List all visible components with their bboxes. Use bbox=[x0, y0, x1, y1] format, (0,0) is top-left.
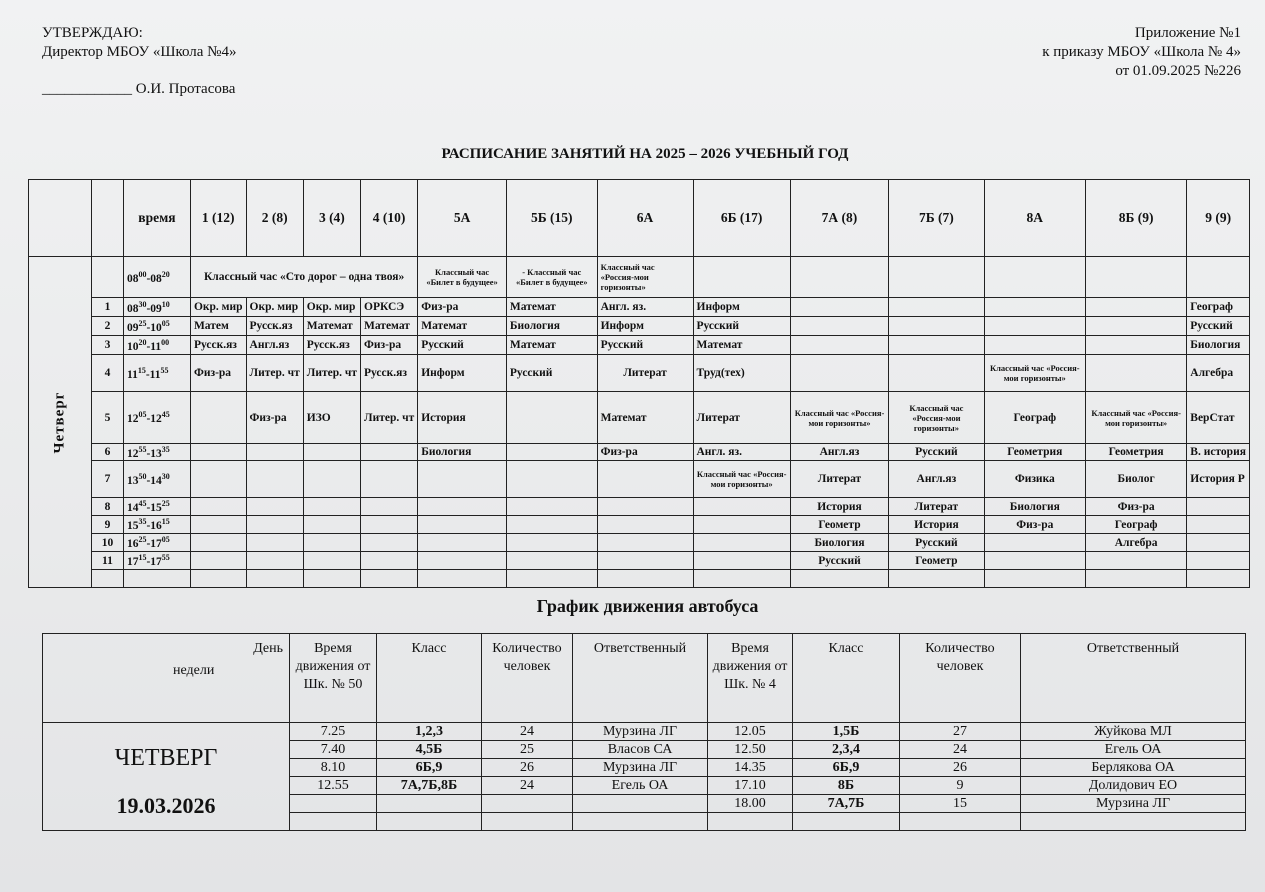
schedule-cell: Литерат bbox=[790, 461, 888, 498]
schedule-cell bbox=[693, 534, 790, 552]
schedule-row bbox=[29, 461, 1250, 498]
schedule-cell: Физ-ра bbox=[190, 355, 246, 392]
header-class: 7А (8) bbox=[790, 180, 888, 257]
schedule-row bbox=[29, 317, 1250, 336]
appendix-block bbox=[1042, 24, 1241, 81]
schedule-cell: Классный час «Россия-мои горизонты» bbox=[1085, 392, 1186, 444]
schedule-cell bbox=[303, 516, 360, 534]
schedule-cell: Литер. чт bbox=[361, 392, 418, 444]
bus-cell: 14.35 bbox=[708, 759, 793, 777]
bus-cell: 17.10 bbox=[708, 777, 793, 795]
schedule-cell: Алгебра bbox=[1085, 534, 1186, 552]
header-class: 1 (12) bbox=[190, 180, 246, 257]
bus-cell bbox=[377, 795, 482, 813]
schedule-row-homeroom bbox=[29, 257, 1250, 298]
schedule-row bbox=[29, 552, 1250, 570]
schedule-cell: Физ-ра bbox=[597, 444, 693, 461]
bus-cell: 26 bbox=[900, 759, 1021, 777]
page-title: РАСПИСАНИЕ ЗАНЯТИЙ НА 2025 – 2026 УЧЕБНЫЙ ГОД bbox=[441, 146, 849, 162]
schedule-cell bbox=[246, 498, 303, 516]
schedule-cell: Классный час «Россия-мои горизонты» bbox=[889, 392, 984, 444]
bus-cell: 7А,7Б,8Б bbox=[377, 777, 482, 795]
lesson-num: 5 bbox=[91, 392, 123, 444]
bus-cell: 4,5Б bbox=[377, 741, 482, 759]
schedule-cell bbox=[361, 444, 418, 461]
schedule-cell: Литер. чт bbox=[246, 355, 303, 392]
schedule-cell: Биология bbox=[418, 444, 507, 461]
schedule-cell: Геометрия bbox=[1085, 444, 1186, 461]
schedule-cell: Русск.яз bbox=[303, 336, 360, 355]
bus-header-row bbox=[43, 634, 1246, 723]
bus-cell: Жуйкова МЛ bbox=[1021, 723, 1246, 741]
header-class: 6А bbox=[597, 180, 693, 257]
schedule-cell: Физ-ра bbox=[984, 516, 1085, 534]
schedule-cell: Биология bbox=[506, 317, 597, 336]
schedule-cell: Математ bbox=[418, 317, 507, 336]
schedule-cell bbox=[418, 552, 507, 570]
lesson-time: $10^{20}-11^{00}$ bbox=[123, 336, 190, 355]
schedule-cell: ВерСтат bbox=[1187, 392, 1250, 444]
lesson-time: $09^{25}-10^{05}$ bbox=[123, 317, 190, 336]
schedule-row bbox=[29, 516, 1250, 534]
bus-cell: 24 bbox=[482, 723, 573, 741]
schedule-cell: Математ bbox=[506, 336, 597, 355]
schedule-row-empty bbox=[29, 570, 1250, 588]
schedule-cell: Биолог bbox=[1085, 461, 1186, 498]
bus-cell: Егель ОА bbox=[1021, 741, 1246, 759]
header-class: 6Б (17) bbox=[693, 180, 790, 257]
schedule-cell bbox=[597, 498, 693, 516]
lesson-time: $12^{55}-13^{35}$ bbox=[123, 444, 190, 461]
bus-row bbox=[43, 723, 1246, 741]
schedule-cell: Русск.яз bbox=[361, 355, 418, 392]
homeroom-merged-cell: Классный час «Сто дорог – одна твоя» bbox=[190, 257, 417, 298]
bus-table bbox=[42, 633, 1246, 831]
schedule-cell bbox=[889, 336, 984, 355]
bus-cell bbox=[482, 813, 573, 831]
header-num-cell bbox=[91, 180, 123, 257]
bus-head-class1: Класс bbox=[377, 634, 482, 723]
schedule-cell bbox=[506, 444, 597, 461]
header-class: 8Б (9) bbox=[1085, 180, 1186, 257]
schedule-cell bbox=[790, 257, 888, 298]
bus-cell: 12.05 bbox=[708, 723, 793, 741]
schedule-cell: Русский bbox=[418, 336, 507, 355]
schedule-cell bbox=[418, 534, 507, 552]
homeroom-6a: Классный час «Россия-мои горизонты» bbox=[597, 257, 693, 298]
schedule-cell bbox=[693, 257, 790, 298]
schedule-header-row bbox=[29, 180, 1250, 257]
schedule-cell: История Р bbox=[1187, 461, 1250, 498]
schedule-cell bbox=[1187, 516, 1250, 534]
lesson-time: $17^{15}-17^{55}$ bbox=[123, 552, 190, 570]
schedule-cell: Литер. чт bbox=[303, 355, 360, 392]
schedule-cell bbox=[418, 498, 507, 516]
schedule-cell bbox=[790, 355, 888, 392]
bus-cell bbox=[290, 813, 377, 831]
bus-cell bbox=[900, 813, 1021, 831]
schedule-cell bbox=[693, 498, 790, 516]
schedule-cell bbox=[246, 570, 303, 588]
schedule-cell bbox=[506, 516, 597, 534]
schedule-cell bbox=[597, 516, 693, 534]
schedule-cell: Окр. мир bbox=[246, 298, 303, 317]
schedule-cell bbox=[506, 534, 597, 552]
header-class: 8А bbox=[984, 180, 1085, 257]
schedule-row bbox=[29, 534, 1250, 552]
bus-head-time1: Время движения от Шк. № 50 bbox=[290, 634, 377, 723]
schedule-cell: ОРКСЭ bbox=[361, 298, 418, 317]
bus-head-count2: Количество человек bbox=[900, 634, 1021, 723]
homeroom-5a: Классный час «Билет в будущее» bbox=[418, 257, 507, 298]
schedule-cell bbox=[1187, 552, 1250, 570]
schedule-cell bbox=[1085, 336, 1186, 355]
bus-section-title: График движения автобуса bbox=[536, 596, 759, 616]
schedule-cell bbox=[790, 570, 888, 588]
bus-cell: 26 bbox=[482, 759, 573, 777]
lesson-num: 4 bbox=[91, 355, 123, 392]
schedule-row bbox=[29, 498, 1250, 516]
schedule-cell bbox=[597, 461, 693, 498]
schedule-cell: Математ bbox=[693, 336, 790, 355]
schedule-cell bbox=[597, 570, 693, 588]
schedule-cell bbox=[1187, 570, 1250, 588]
schedule-cell bbox=[790, 298, 888, 317]
bus-cell bbox=[573, 813, 708, 831]
lesson-num bbox=[91, 257, 123, 298]
bus-cell: Мурзина ЛГ bbox=[1021, 795, 1246, 813]
schedule-cell: Геометр bbox=[889, 552, 984, 570]
schedule-table bbox=[28, 179, 1250, 588]
lesson-time: $16^{25}-17^{05}$ bbox=[123, 534, 190, 552]
schedule-cell: Информ bbox=[693, 298, 790, 317]
bus-cell bbox=[793, 813, 900, 831]
bus-cell: Мурзина ЛГ bbox=[573, 759, 708, 777]
schedule-cell bbox=[1085, 355, 1186, 392]
lesson-num: 2 bbox=[91, 317, 123, 336]
header-class: 5Б (15) bbox=[506, 180, 597, 257]
schedule-cell bbox=[418, 461, 507, 498]
schedule-cell: Классный час «Россия-мои горизонты» bbox=[693, 461, 790, 498]
schedule-cell bbox=[303, 570, 360, 588]
schedule-cell bbox=[190, 570, 246, 588]
schedule-cell: Литерат bbox=[597, 355, 693, 392]
schedule-cell: История bbox=[889, 516, 984, 534]
bus-cell: 24 bbox=[482, 777, 573, 795]
schedule-cell bbox=[790, 317, 888, 336]
schedule-cell: Физика bbox=[984, 461, 1085, 498]
schedule-cell: Классный час «Россия-мои горизонты» bbox=[984, 355, 1085, 392]
bus-cell: 12.50 bbox=[708, 741, 793, 759]
lesson-num: 1 bbox=[91, 298, 123, 317]
schedule-cell bbox=[1085, 317, 1186, 336]
lesson-time: $14^{45}-15^{25}$ bbox=[123, 498, 190, 516]
schedule-cell bbox=[123, 570, 190, 588]
schedule-cell bbox=[984, 534, 1085, 552]
lesson-time: $12^{05}-12^{45}$ bbox=[123, 392, 190, 444]
schedule-cell bbox=[361, 516, 418, 534]
schedule-cell bbox=[790, 336, 888, 355]
schedule-cell bbox=[91, 570, 123, 588]
schedule-cell: Физ-ра bbox=[1085, 498, 1186, 516]
schedule-cell bbox=[984, 257, 1085, 298]
schedule-cell: Биология bbox=[984, 498, 1085, 516]
schedule-row bbox=[29, 298, 1250, 317]
appendix-label: Приложение №1 bbox=[1134, 25, 1241, 41]
schedule-cell bbox=[889, 317, 984, 336]
bus-cell: 6Б,9 bbox=[377, 759, 482, 777]
approval-block bbox=[42, 24, 237, 99]
bus-cell: 25 bbox=[482, 741, 573, 759]
schedule-cell bbox=[246, 552, 303, 570]
schedule-cell bbox=[190, 444, 246, 461]
bus-cell: 1,2,3 bbox=[377, 723, 482, 741]
schedule-cell: Литерат bbox=[693, 392, 790, 444]
schedule-cell: ИЗО bbox=[303, 392, 360, 444]
schedule-cell bbox=[246, 534, 303, 552]
schedule-cell bbox=[1085, 570, 1186, 588]
bus-cell bbox=[290, 795, 377, 813]
schedule-cell: Русский bbox=[506, 355, 597, 392]
schedule-cell bbox=[984, 298, 1085, 317]
schedule-cell: История bbox=[790, 498, 888, 516]
schedule-cell: Алгебра bbox=[1187, 355, 1250, 392]
bus-cell: 27 bbox=[900, 723, 1021, 741]
header-class: 4 (10) bbox=[361, 180, 418, 257]
schedule-cell: Русский bbox=[1187, 317, 1250, 336]
schedule-cell bbox=[693, 570, 790, 588]
schedule-cell bbox=[506, 392, 597, 444]
schedule-cell: Классный час «Россия-мои горизонты» bbox=[790, 392, 888, 444]
schedule-cell bbox=[984, 317, 1085, 336]
schedule-cell bbox=[190, 461, 246, 498]
schedule-cell bbox=[1085, 552, 1186, 570]
bus-cell bbox=[1021, 813, 1246, 831]
bus-cell bbox=[377, 813, 482, 831]
schedule-cell bbox=[1085, 257, 1186, 298]
bus-cell: 8.10 bbox=[290, 759, 377, 777]
day-label: Четверг bbox=[51, 391, 68, 453]
lesson-time: $08^{00}-08^{20}$ bbox=[123, 257, 190, 298]
schedule-cell bbox=[361, 552, 418, 570]
bus-cell: 12.55 bbox=[290, 777, 377, 795]
schedule-cell: Математ bbox=[361, 317, 418, 336]
schedule-cell: Русск.яз bbox=[190, 336, 246, 355]
signature-line: ____________ О.И. Протасова bbox=[42, 81, 236, 97]
schedule-cell: Математ bbox=[597, 392, 693, 444]
schedule-cell bbox=[418, 516, 507, 534]
bus-cell: Власов СА bbox=[573, 741, 708, 759]
schedule-cell bbox=[246, 444, 303, 461]
bus-cell: 6Б,9 bbox=[793, 759, 900, 777]
schedule-cell bbox=[1187, 498, 1250, 516]
schedule-cell bbox=[246, 461, 303, 498]
bus-cell: Егель ОА bbox=[573, 777, 708, 795]
schedule-cell bbox=[597, 552, 693, 570]
bus-cell: Долидович ЕО bbox=[1021, 777, 1246, 795]
schedule-cell: Биология bbox=[790, 534, 888, 552]
approve-label: УТВЕРЖДАЮ: bbox=[42, 25, 143, 41]
day-cell bbox=[29, 257, 92, 588]
schedule-cell: Географ bbox=[984, 392, 1085, 444]
bus-day-cell bbox=[43, 723, 290, 831]
schedule-cell bbox=[303, 461, 360, 498]
bus-head-time2: Время движения от Шк. № 4 bbox=[708, 634, 793, 723]
schedule-cell bbox=[1085, 298, 1186, 317]
header-class: 7Б (7) bbox=[889, 180, 984, 257]
schedule-cell bbox=[889, 570, 984, 588]
lesson-num: 6 bbox=[91, 444, 123, 461]
schedule-cell: Физ-ра bbox=[246, 392, 303, 444]
bus-head-day: День недели bbox=[43, 634, 290, 723]
schedule-cell bbox=[190, 534, 246, 552]
lesson-time: $15^{35}-16^{15}$ bbox=[123, 516, 190, 534]
schedule-cell: Математ bbox=[506, 298, 597, 317]
bus-cell bbox=[573, 795, 708, 813]
bus-day-name: ЧЕТВЕРГ bbox=[114, 744, 218, 771]
bus-head-count1: Количество человек bbox=[482, 634, 573, 723]
schedule-cell: Русский bbox=[790, 552, 888, 570]
schedule-cell bbox=[303, 552, 360, 570]
schedule-row bbox=[29, 355, 1250, 392]
schedule-cell bbox=[597, 534, 693, 552]
schedule-cell: Англ.яз bbox=[790, 444, 888, 461]
director-label: Директор МБОУ «Школа №4» bbox=[42, 44, 237, 60]
lesson-num: 9 bbox=[91, 516, 123, 534]
schedule-cell: Физ-ра bbox=[361, 336, 418, 355]
bus-cell: 8Б bbox=[793, 777, 900, 795]
bus-head-resp1: Ответственный bbox=[573, 634, 708, 723]
bus-cell bbox=[482, 795, 573, 813]
schedule-cell bbox=[303, 498, 360, 516]
schedule-cell: Информ bbox=[418, 355, 507, 392]
schedule-cell bbox=[303, 534, 360, 552]
schedule-cell: В. история bbox=[1187, 444, 1250, 461]
schedule-cell bbox=[361, 570, 418, 588]
bus-cell: 15 bbox=[900, 795, 1021, 813]
schedule-row bbox=[29, 392, 1250, 444]
schedule-cell bbox=[984, 570, 1085, 588]
homeroom-5b: - Классный час «Билет в будущее» bbox=[506, 257, 597, 298]
schedule-cell bbox=[246, 516, 303, 534]
schedule-cell bbox=[190, 552, 246, 570]
lesson-num: 7 bbox=[91, 461, 123, 498]
schedule-cell: Русский bbox=[889, 444, 984, 461]
schedule-cell: Окр. мир bbox=[303, 298, 360, 317]
schedule-cell: Биология bbox=[1187, 336, 1250, 355]
header-class: 9 (9) bbox=[1187, 180, 1250, 257]
bus-cell: 2,3,4 bbox=[793, 741, 900, 759]
schedule-cell bbox=[418, 570, 507, 588]
bus-cell: 18.00 bbox=[708, 795, 793, 813]
bus-cell: 24 bbox=[900, 741, 1021, 759]
header-class: 3 (4) bbox=[303, 180, 360, 257]
schedule-cell: Англ.яз bbox=[889, 461, 984, 498]
schedule-cell bbox=[190, 516, 246, 534]
bus-cell: 9 bbox=[900, 777, 1021, 795]
schedule-cell bbox=[1187, 534, 1250, 552]
bus-cell: 7.25 bbox=[290, 723, 377, 741]
lesson-time: $11^{15}-11^{55}$ bbox=[123, 355, 190, 392]
schedule-cell: Окр. мир bbox=[190, 298, 246, 317]
schedule-cell bbox=[506, 570, 597, 588]
schedule-cell bbox=[361, 461, 418, 498]
schedule-cell: Труд(тех) bbox=[693, 355, 790, 392]
schedule-cell bbox=[506, 552, 597, 570]
schedule-cell: Матем bbox=[190, 317, 246, 336]
schedule-cell: Англ.яз bbox=[246, 336, 303, 355]
schedule-cell bbox=[889, 257, 984, 298]
schedule-cell: Математ bbox=[303, 317, 360, 336]
lesson-num: 8 bbox=[91, 498, 123, 516]
bus-cell: 7А,7Б bbox=[793, 795, 900, 813]
schedule-cell bbox=[190, 498, 246, 516]
bus-head-resp2: Ответственный bbox=[1021, 634, 1246, 723]
schedule-cell: Русск.яз bbox=[246, 317, 303, 336]
lesson-num: 11 bbox=[91, 552, 123, 570]
schedule-cell bbox=[506, 461, 597, 498]
lesson-num: 10 bbox=[91, 534, 123, 552]
schedule-cell: Литерат bbox=[889, 498, 984, 516]
schedule-cell: Информ bbox=[597, 317, 693, 336]
schedule-cell bbox=[984, 336, 1085, 355]
schedule-cell bbox=[361, 498, 418, 516]
schedule-cell: Геометрия bbox=[984, 444, 1085, 461]
bus-head-class2: Класс bbox=[793, 634, 900, 723]
order-date: от 01.09.2025 №226 bbox=[1115, 63, 1241, 79]
schedule-cell bbox=[984, 552, 1085, 570]
schedule-cell bbox=[506, 498, 597, 516]
schedule-cell bbox=[303, 444, 360, 461]
bus-cell: 1,5Б bbox=[793, 723, 900, 741]
schedule-cell: Географ bbox=[1187, 298, 1250, 317]
bus-cell: Берлякова ОА bbox=[1021, 759, 1246, 777]
schedule-cell: Географ bbox=[1085, 516, 1186, 534]
schedule-cell bbox=[1187, 257, 1250, 298]
schedule-row bbox=[29, 336, 1250, 355]
header-class: 2 (8) bbox=[246, 180, 303, 257]
schedule-cell bbox=[693, 552, 790, 570]
header-day-cell bbox=[29, 180, 92, 257]
lesson-time: $13^{50}-14^{30}$ bbox=[123, 461, 190, 498]
schedule-cell: Русский bbox=[889, 534, 984, 552]
schedule-cell: Физ-ра bbox=[418, 298, 507, 317]
schedule-cell bbox=[889, 298, 984, 317]
schedule-cell: Англ. яз. bbox=[693, 444, 790, 461]
header-time: время bbox=[123, 180, 190, 257]
order-label: к приказу МБОУ «Школа № 4» bbox=[1042, 44, 1241, 60]
schedule-cell: Геометр bbox=[790, 516, 888, 534]
schedule-cell bbox=[889, 355, 984, 392]
schedule-cell bbox=[693, 516, 790, 534]
schedule-cell bbox=[361, 534, 418, 552]
bus-cell bbox=[708, 813, 793, 831]
bus-cell: 7.40 bbox=[290, 741, 377, 759]
lesson-num: 3 bbox=[91, 336, 123, 355]
schedule-cell: Русский bbox=[693, 317, 790, 336]
bus-date: 19.03.2026 bbox=[116, 792, 216, 818]
header-class: 5А bbox=[418, 180, 507, 257]
schedule-cell: История bbox=[418, 392, 507, 444]
schedule-cell: Русский bbox=[597, 336, 693, 355]
schedule-cell bbox=[190, 392, 246, 444]
bus-cell: Мурзина ЛГ bbox=[573, 723, 708, 741]
schedule-cell: Англ. яз. bbox=[597, 298, 693, 317]
schedule-row bbox=[29, 444, 1250, 461]
lesson-time: $08^{30}-09^{10}$ bbox=[123, 298, 190, 317]
